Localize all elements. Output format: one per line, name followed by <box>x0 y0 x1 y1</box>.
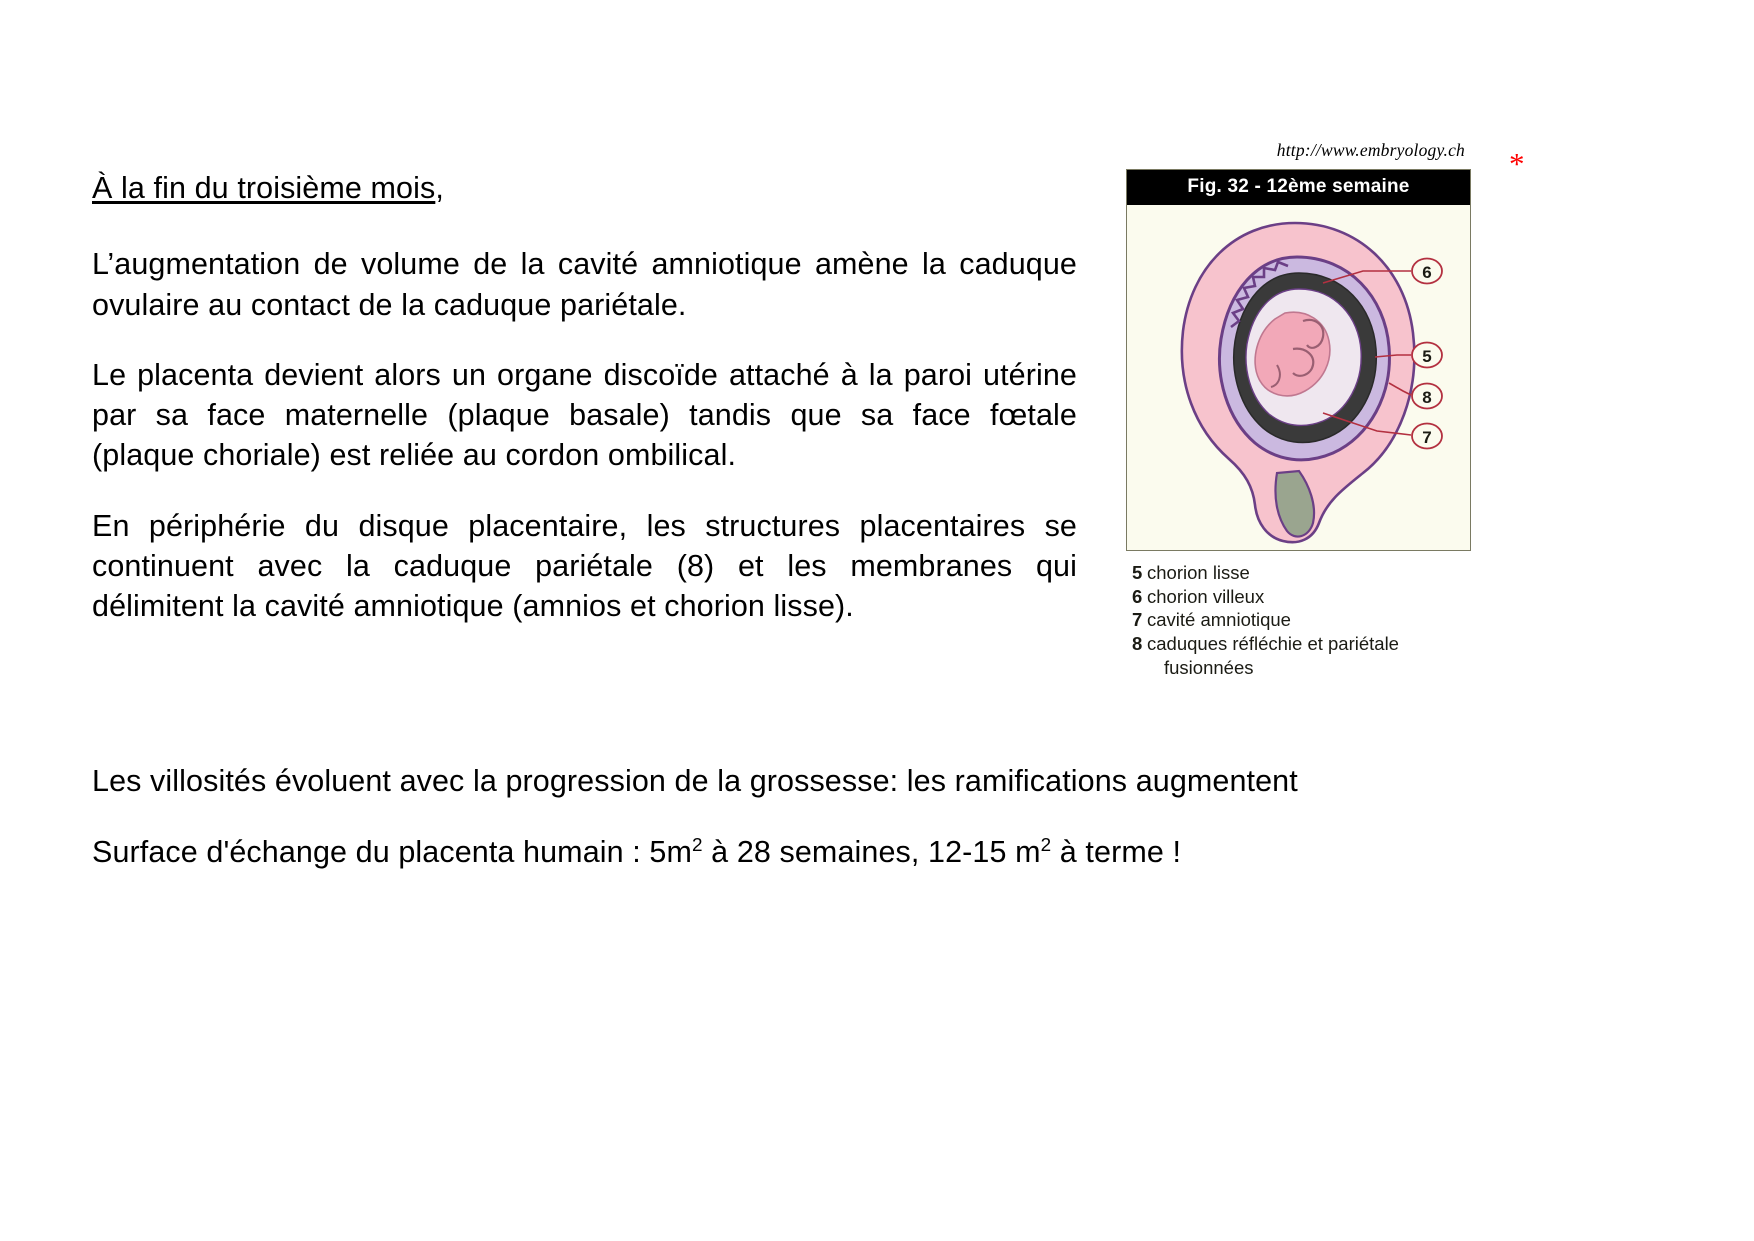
legend-item-6 <box>1132 585 1471 609</box>
legend-number-5: 5 <box>1132 562 1143 583</box>
legend-text-5: chorion lisse <box>1147 562 1250 583</box>
heading-trailing-comma: , <box>435 171 444 205</box>
paragraph-1: L’augmentation de volume de la cavité amniotique amène la caduque ovulaire au contact de la caduque pariétale. <box>92 247 1077 322</box>
legend-number-8: 8 <box>1132 633 1143 655</box>
surface-text-part-3: à terme ! <box>1051 835 1182 869</box>
superscript-square-1: 2 <box>691 834 703 856</box>
callout-badge-8 <box>1412 384 1442 409</box>
figure-frame <box>1126 169 1471 551</box>
figure-illustration <box>1127 205 1470 550</box>
bottom-line-surface-echange <box>92 833 1181 873</box>
callout-label-5: 5 <box>1422 347 1432 366</box>
callout-badge-5 <box>1412 343 1442 368</box>
legend-number-6: 6 <box>1132 585 1143 607</box>
paragraph-3: En périphérie du disque placentaire, les structures placentaires se continuent avec la caduque pariétale (8) et les membranes qui délimitent la cavité amniotique (amnios et chorion lisse). <box>92 508 1077 623</box>
callout-label-7: 7 <box>1422 428 1432 447</box>
paragraph-heading <box>92 168 1077 208</box>
legend-item-8-continuation: fusionnées <box>1164 656 1254 678</box>
legend-number-7: 7 <box>1132 609 1143 631</box>
legend-text-8: caduques réfléchie et pariétale <box>1147 633 1399 655</box>
callout-badge-7 <box>1412 424 1442 449</box>
slide-text-column <box>92 168 1077 656</box>
legend-item-7 <box>1132 608 1471 632</box>
heading-underlined-phrase: À la fin du troisième mois <box>92 171 436 205</box>
figure-legend <box>1126 561 1471 679</box>
paragraph-2: Le placenta devient alors un organe discoïde attaché à la paroi utérine par sa face maternelle (plaque basale) tandis que sa face fœtale (plaque choriale) est reliée au cordon ombilical. <box>92 357 1077 473</box>
bottom-line-villosites: Les villosités évoluent avec la progression de la grossesse: les ramifications augmentent <box>92 764 1298 798</box>
surface-text-part-1: Surface d'échange du placenta humain : 5m <box>92 835 692 869</box>
figure-caption: Fig. 32 - 12ème semaine <box>1127 170 1470 205</box>
red-asterisk-marker: * <box>1509 146 1525 181</box>
figure-source-url: http://www.embryology.ch <box>1276 140 1465 160</box>
legend-text-7: cavité amniotique <box>1147 609 1291 631</box>
callout-label-8: 8 <box>1422 388 1432 407</box>
callout-badge-6 <box>1412 259 1442 284</box>
callout-label-6: 6 <box>1422 263 1432 282</box>
uterus-placenta-diagram <box>1127 205 1470 550</box>
superscript-square-2: 2 <box>1040 834 1052 856</box>
surface-text-part-2: à 28 semaines, 12-15 m <box>702 835 1041 869</box>
legend-item-8 <box>1132 632 1471 656</box>
legend-text-6: chorion villeux <box>1147 585 1265 607</box>
figure-block <box>1126 140 1471 679</box>
legend-item-5 <box>1132 561 1471 585</box>
